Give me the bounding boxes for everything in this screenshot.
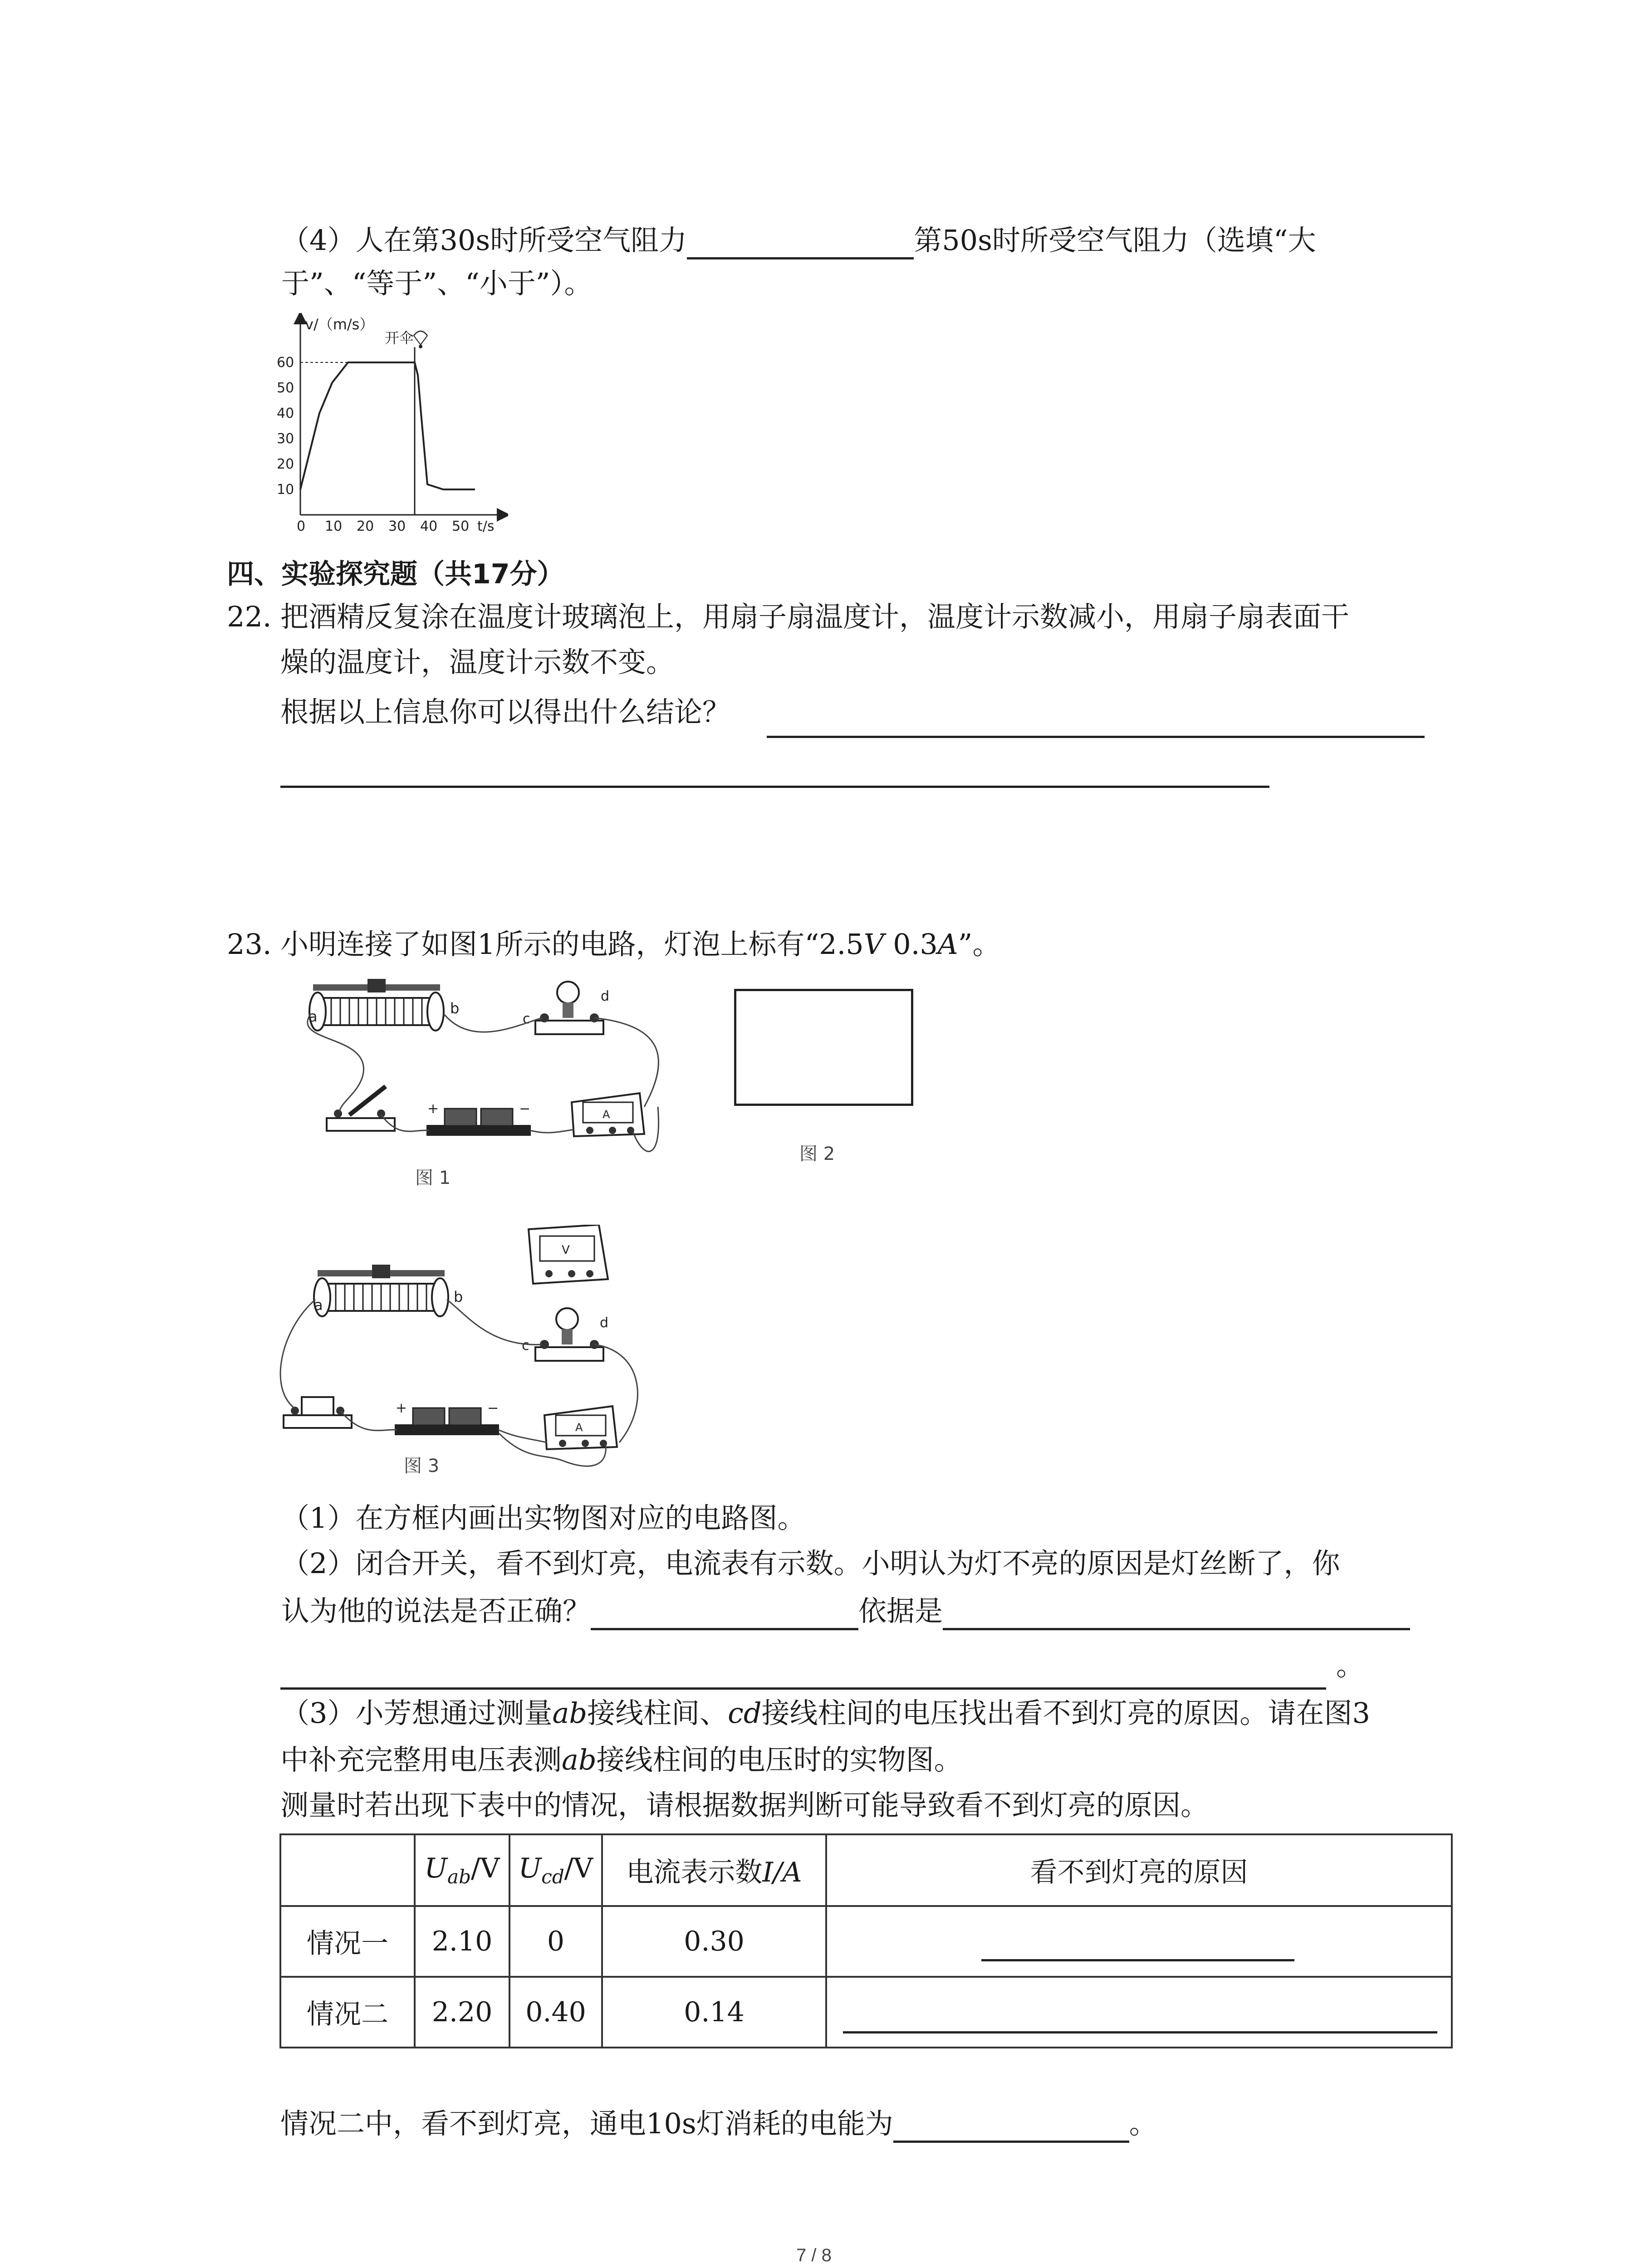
uab-symbol: U <box>424 1853 448 1884</box>
lamp-icon <box>535 982 603 1034</box>
figure-3-circuit <box>272 1225 662 1479</box>
x-tick-label: 40 <box>420 518 438 534</box>
figure-1-circuit <box>299 971 699 1188</box>
terminal-a-label: a <box>314 1296 323 1314</box>
y-tick-label: 40 <box>277 406 294 421</box>
q23-final-post: 灯消耗的电能为 <box>696 2107 893 2140</box>
lamp-icon <box>535 1308 603 1361</box>
q23-part3-l1b: 接线柱间、 <box>587 1696 728 1730</box>
q23-part3-line1 <box>281 1694 1370 1732</box>
svg-text:+: + <box>427 1101 439 1117</box>
current-symbol: I <box>762 1857 774 1888</box>
q22-answer-line-2[interactable] <box>280 786 1269 788</box>
svg-text:−: − <box>519 1101 531 1117</box>
figure-2-drawing-box[interactable] <box>734 989 913 1106</box>
uab-subscript: ab <box>447 1866 471 1888</box>
x-tick-label: 50 <box>452 518 470 534</box>
figure-1-caption: 图 1 <box>415 1168 451 1188</box>
row2-label: 情况二 <box>280 1977 415 2048</box>
y-tick-label: 50 <box>277 380 294 396</box>
q23-intro-pre: 小明连接了如图1所示的电路，灯泡上标有“ <box>280 928 819 961</box>
x-tick-labels <box>297 518 469 534</box>
q23-part2-line1: （2）闭合开关，看不到灯亮，电流表有示数。小明认为灯不亮的原因是灯丝断了，你 <box>281 1547 1340 1580</box>
table-header-reason: 看不到灯亮的原因 <box>826 1834 1452 1906</box>
measurement-table <box>279 1833 1453 2048</box>
q21-part4-line2: 于”、“等于”、“小于”）。 <box>281 267 593 300</box>
ucd-unit: /V <box>564 1853 593 1884</box>
terminal-c-label: c <box>523 1011 530 1027</box>
q23-part2-period: 。 <box>1336 1649 1365 1682</box>
q23-part3-ab: ab <box>552 1696 588 1730</box>
q21-time-50s: 50s <box>942 224 992 257</box>
q23-part2-basis-blank[interactable] <box>943 1600 1410 1630</box>
row1-ucd: 0 <box>509 1906 602 1977</box>
q23-part3-line2 <box>280 1741 962 1779</box>
q23-intro <box>280 925 1000 963</box>
q23-part3-l2b: 接线柱间的电压时的实物图。 <box>596 1743 962 1776</box>
svg-text:A: A <box>603 1108 610 1121</box>
q23-part3-line3: 测量时若出现下表中的情况，请根据数据判断可能导致看不到灯亮的原因。 <box>280 1789 1209 1822</box>
velocity-time-chart <box>272 313 508 535</box>
y-axis-label: v/（m/s） <box>305 316 374 333</box>
q23-part2-line2 <box>281 1592 1410 1630</box>
x-tick-label: 10 <box>325 518 343 534</box>
table-row <box>280 1906 1452 1977</box>
q23-part1: （1）在方框内画出实物图对应的电路图。 <box>281 1501 806 1535</box>
table-header-row <box>280 1834 1452 1906</box>
table-header-empty <box>280 1834 415 1906</box>
q22-number: 22. <box>227 600 272 633</box>
q22-line3: 根据以上信息你可以得出什么结论？ <box>280 695 731 728</box>
q23-final-pre: 情况二中，看不到灯亮，通电 <box>280 2107 647 2140</box>
y-tick-labels <box>277 355 294 498</box>
switch-icon <box>327 1086 395 1131</box>
parachute-icon <box>414 331 427 348</box>
q23-final-line <box>280 2105 1157 2143</box>
lamp-current-unit: A <box>937 928 958 961</box>
q21-part4-line1 <box>281 221 1316 259</box>
q22-line2: 燥的温度计，温度计示数不变。 <box>280 645 675 679</box>
ucd-subscript: cd <box>541 1866 564 1888</box>
terminal-d-label: d <box>601 988 610 1004</box>
table-header-current <box>602 1834 826 1906</box>
x-axis-label: t/s <box>477 518 495 534</box>
q23-number: 23. <box>227 928 272 961</box>
svg-text:V: V <box>562 1243 570 1257</box>
q21-answer-blank[interactable] <box>687 229 914 259</box>
row2-uab: 2.20 <box>415 1977 509 2048</box>
q21-time-30s: 30s <box>440 224 490 257</box>
q21-part4-pre2: 第 <box>914 224 942 257</box>
q23-part2-judgement-blank[interactable] <box>591 1600 858 1630</box>
velocity-curve <box>300 362 475 489</box>
row2-current: 0.14 <box>602 1977 826 2048</box>
q21-part4-prefix: （4）人在第 <box>281 224 440 257</box>
terminal-b-label: b <box>454 1288 463 1305</box>
row2-ucd: 0.40 <box>509 1977 602 2048</box>
q22-line1: 把酒精反复涂在温度计玻璃泡上，用扇子扇温度计，温度计示数减小，用扇子扇表面干 <box>280 600 1350 633</box>
terminal-d-label: d <box>600 1315 609 1331</box>
table-row <box>280 1977 1452 2048</box>
ucd-symbol: U <box>518 1853 542 1884</box>
q23-part3-cd: cd <box>728 1696 762 1730</box>
terminal-c-label: c <box>522 1338 529 1354</box>
q21-part4-tail: 时所受空气阻力（选填“大 <box>992 224 1316 257</box>
q22-answer-line-1[interactable] <box>767 736 1425 738</box>
y-tick-label: 20 <box>277 456 294 472</box>
lamp-voltage-unit: V <box>863 928 884 961</box>
q23-final-period: 。 <box>1129 2107 1157 2140</box>
voltmeter-icon <box>529 1225 608 1284</box>
svg-text:+: + <box>396 1400 407 1416</box>
x-tick-label: 30 <box>388 518 406 534</box>
x-tick-label: 20 <box>357 518 374 534</box>
figure-2-caption: 图 2 <box>799 1144 835 1164</box>
row1-current: 0.30 <box>602 1906 826 1977</box>
lamp-rated-voltage: 2.5 <box>819 928 864 961</box>
q21-part4-mid: 时所受空气阻力 <box>490 224 687 257</box>
ammeter-icon <box>544 1406 617 1449</box>
uab-unit: /V <box>470 1853 500 1884</box>
rheostat-icon <box>314 1265 448 1316</box>
current-label: 电流表示数 <box>626 1857 763 1888</box>
q23-part2-basis-line-2[interactable] <box>280 1687 1326 1690</box>
page-number: 7 / 8 <box>796 2245 832 2265</box>
ammeter-icon <box>572 1093 644 1136</box>
figure-3-caption: 图 3 <box>404 1456 440 1476</box>
q23-part3-ab-2: ab <box>562 1743 597 1776</box>
q23-part3-l1c: 接线柱间的电压找出看不到灯亮的原因。请在图3 <box>761 1696 1370 1730</box>
y-tick-label: 10 <box>277 482 294 498</box>
parachute-label: 开伞 <box>385 329 414 347</box>
section-4-title: 四、实验探究题（共17分） <box>227 558 564 590</box>
svg-text:−: − <box>487 1400 499 1416</box>
q23-energy-blank[interactable] <box>893 2112 1129 2143</box>
terminal-b-label: b <box>450 1000 460 1017</box>
q23-part2-question: 认为他的说法是否正确？ <box>281 1594 591 1628</box>
row2-reason-blank[interactable] <box>843 2031 1437 2033</box>
row2-reason-cell <box>826 1977 1452 2048</box>
q23-final-time: 10s <box>646 2107 696 2140</box>
row1-label: 情况一 <box>280 1906 415 1977</box>
y-tick-label: 30 <box>277 431 294 447</box>
q23-intro-post: ”。 <box>958 928 1001 961</box>
current-unit: /A <box>773 1857 802 1888</box>
lamp-rated-current: 0.3 <box>893 928 938 961</box>
battery-icon <box>426 1101 531 1136</box>
table-header-ucd <box>509 1834 602 1906</box>
battery-icon <box>395 1400 499 1435</box>
terminal-a-label: a <box>309 1008 318 1025</box>
q23-part3-l1a: （3）小芳想通过测量 <box>281 1696 553 1730</box>
svg-text:A: A <box>575 1421 583 1434</box>
x-tick-label: 0 <box>297 518 306 534</box>
row1-reason-cell <box>826 1906 1452 1977</box>
y-tick-label: 60 <box>277 355 294 371</box>
table-header-uab <box>415 1834 509 1906</box>
q23-part2-basis-label: 依据是 <box>858 1594 943 1628</box>
row1-uab: 2.10 <box>415 1906 509 1977</box>
row1-reason-blank[interactable] <box>981 1959 1294 1961</box>
rheostat-icon <box>309 979 444 1031</box>
q23-part3-l2a: 中补充完整用电压表测 <box>280 1743 562 1776</box>
